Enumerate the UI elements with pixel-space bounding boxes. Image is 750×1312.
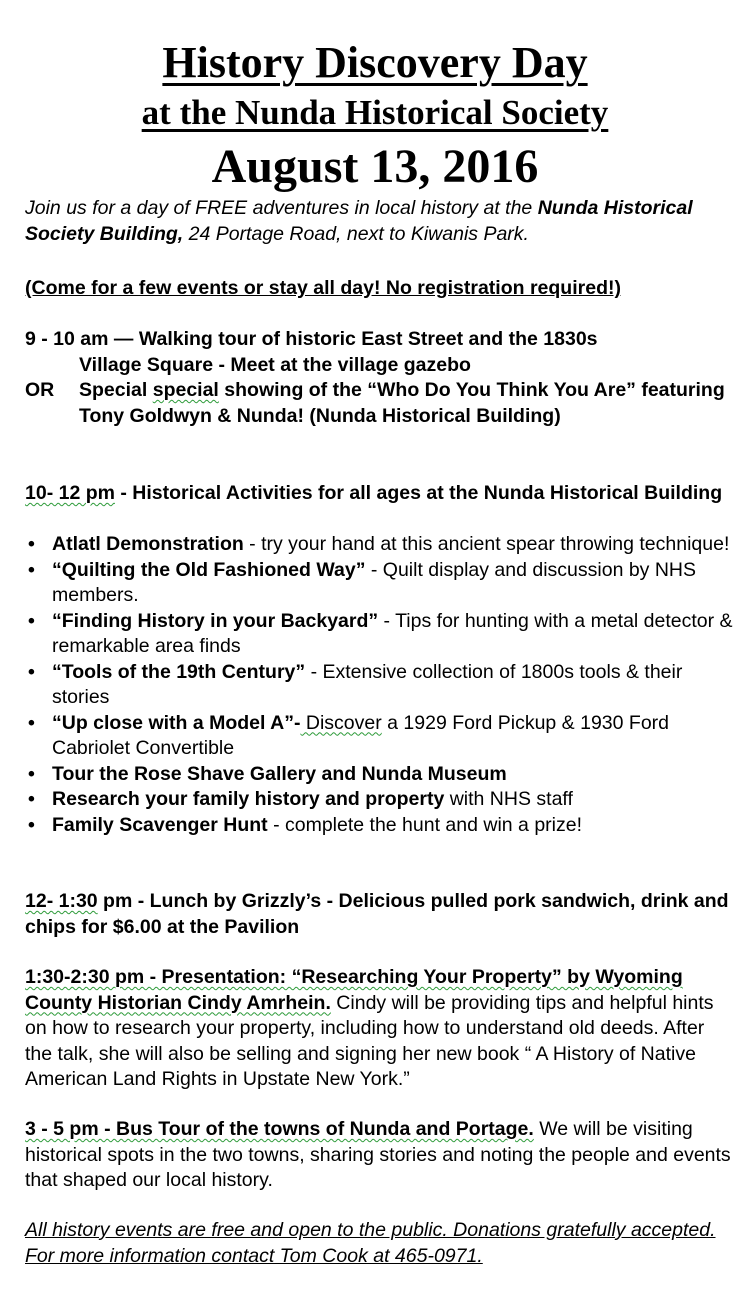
item-title: Atlatl Demonstration	[52, 533, 244, 555]
activities-list	[25, 532, 735, 838]
list-item	[25, 711, 735, 762]
session-presentation	[25, 965, 735, 1093]
session-time: 10- 12 pm	[25, 482, 115, 504]
or-desc	[79, 378, 735, 429]
item-text: - Tips for hunting with a metal detector & remarkable area finds	[52, 609, 733, 657]
session-heading: 1:30-2:30 pm - Presentation: “Researching Your Property” by Wyoming County Historian Cindy Amrhein.	[25, 966, 683, 1014]
session-desc: - Historical Activities for all ages at the Nunda Historical Building	[114, 482, 723, 504]
session-desc: pm - Lunch by Grizzly’s - Delicious pulled pork sandwich, drink and chips for $6.00 at the Pavilion	[25, 890, 729, 938]
or-text-a: Special	[79, 379, 153, 401]
session-time: 12- 1:30	[25, 890, 98, 912]
session-walking-tour-line	[25, 327, 735, 353]
list-item	[25, 558, 735, 609]
session-walking-tour	[25, 327, 735, 429]
session-desc-cont: Village Square - Meet at the village gazebo	[79, 353, 471, 376]
intro-venue: Nunda Historical Society Building,	[25, 197, 693, 245]
session-bus-tour	[25, 1117, 735, 1194]
or-special: special	[152, 379, 219, 401]
session-time: 9 - 10 am	[25, 328, 109, 350]
item-text: a 1929 Ford Pickup & 1930 Ford Cabriolet Convertible	[52, 711, 670, 759]
session-or-option	[25, 378, 735, 429]
registration-notice: (Come for a few events or stay all day! No registration required!)	[25, 277, 621, 299]
dash: —	[108, 328, 139, 350]
item-text: with NHS staff	[444, 788, 573, 810]
session-desc: Walking tour of historic East Street and the 1830s	[138, 328, 598, 350]
list-item	[25, 660, 735, 711]
item-text: - try your hand at this ancient spear throwing technique!	[243, 533, 730, 555]
item-title: Research your family history and property	[52, 788, 445, 810]
item-title: Tour the Rose Shave Gallery and Nunda Museum	[52, 762, 507, 785]
list-item	[25, 787, 735, 813]
page-title: History Discovery Day	[162, 38, 588, 87]
item-title: “Quilting the Old Fashioned Way”	[52, 558, 366, 581]
page-subtitle: at the Nunda Historical Society	[141, 93, 609, 132]
intro-address: 24 Portage Road, next to Kiwanis Park.	[183, 222, 529, 245]
item-text: - Quilt display and discussion by NHS members.	[52, 558, 697, 606]
footer-note: All history events are free and open to the public. Donations gratefully accepted. For more information contact Tom Cook at 465-0971.	[25, 1219, 716, 1267]
list-item	[25, 813, 735, 839]
item-title: Family Scavenger Hunt	[52, 813, 268, 836]
session-desc: We will be visiting historical spots in the two towns, sharing stories and noting the people and events that shaped our local history.	[25, 1118, 731, 1191]
item-title: “Finding History in your Backyard”	[52, 609, 379, 632]
list-item	[25, 762, 735, 788]
item-title: “Up close with a Model A”-	[52, 711, 301, 734]
or-label: OR	[25, 379, 55, 401]
item-text-marked: Discover	[300, 711, 382, 734]
item-title: “Tools of the 19th Century”	[52, 660, 306, 683]
item-text: - Extensive collection of 1800s tools & their stories	[52, 660, 683, 708]
list-item	[25, 532, 735, 558]
session-heading: 3 - 5 pm - Bus Tour of the towns of Nunda and Portage.	[25, 1118, 534, 1140]
item-text: - complete the hunt and win a prize!	[267, 813, 582, 836]
session-lunch	[25, 889, 735, 940]
intro-paragraph	[25, 196, 735, 247]
intro-text: Join us for a day of FREE adventures in local history at the	[25, 197, 538, 219]
event-date: August 13, 2016	[211, 140, 539, 193]
or-text-b: showing of the “Who Do You Think You Are” featuring Tony Goldwyn & Nunda! (Nunda Historical Building)	[79, 379, 725, 427]
list-item	[25, 609, 735, 660]
session-activities-heading	[25, 481, 735, 507]
session-desc: Cindy will be providing tips and helpful hints on how to research your property, including how to understand old deeds. After the talk, she will also be selling and signing her new book “ A History of Native American Land Rights in Upstate New York.”	[25, 991, 714, 1090]
